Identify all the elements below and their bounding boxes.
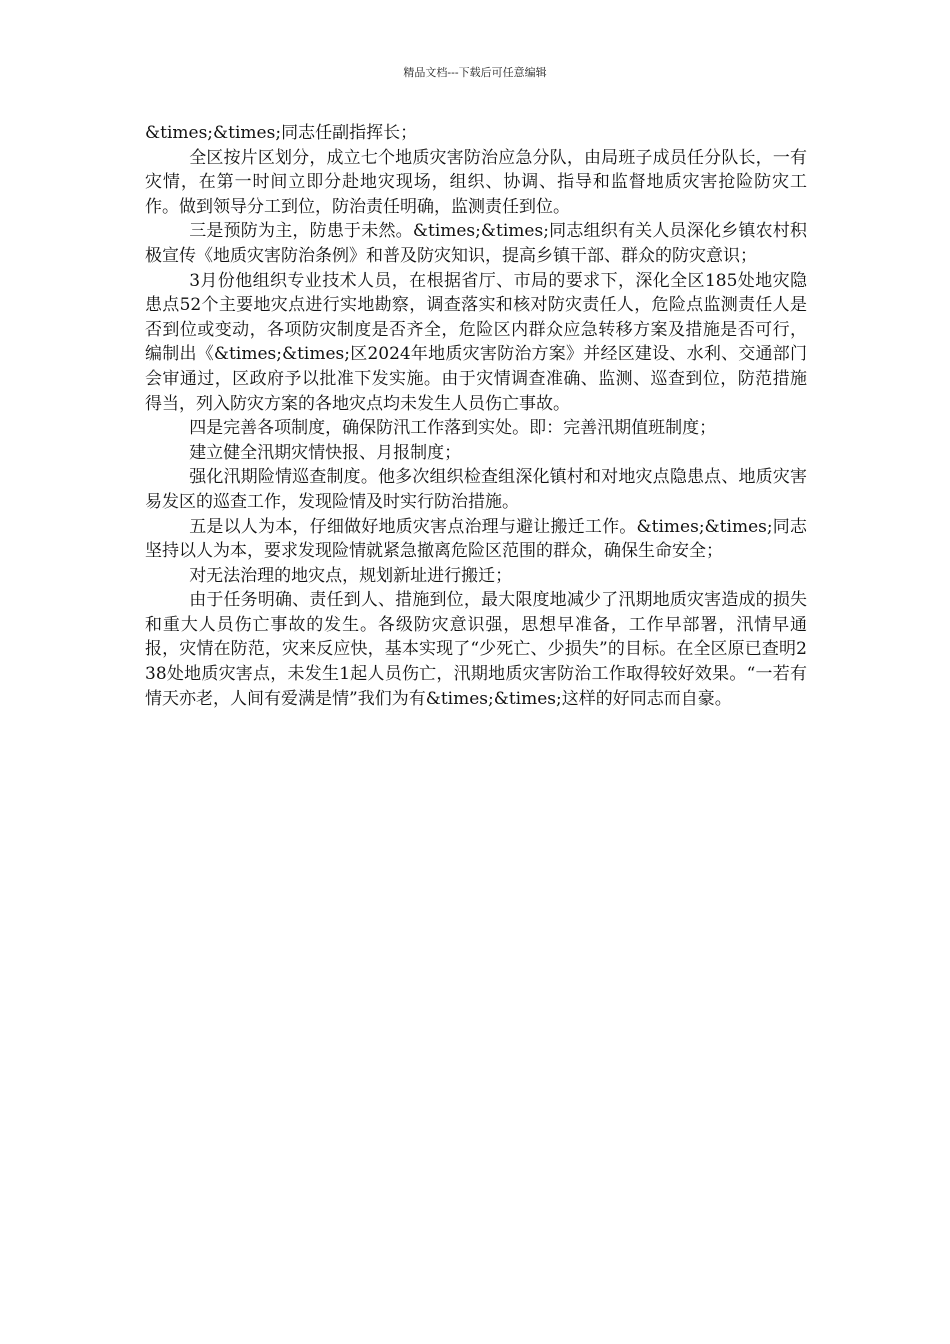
paragraph-3: 三是预防为主，防患于未然。&times;&times;同志组织有关人员深化乡镇农村积极宣传《地质灾害防治条例》和普及防灾知识，提高乡镇干部、群众的防灾意识； xyxy=(145,221,807,266)
paragraph-4: 3月份他组织专业技术人员，在根据省厅、市局的要求下，深化全区185处地灾隐患点52个主要地灾点进行实地勘察，调查落实和核对防灾责任人，危险点监测责任人是否到位或变动，各项防灾制度是否齐全，危险区内群众应急转移方案及措施是否可行，编制出《&times;&times;区2024年地质灾害防治方案》并经区建设、水利、交通部门会审通过，区政府予以批准下发实施。由于灾情调查准确、监测、巡查到位，防范措施得当，列入防灾方案的各地灾点均未发生人员伤亡事故。 xyxy=(145,270,807,414)
paragraph-2: 全区按片区划分，成立七个地质灾害防治应急分队，由局班子成员任分队长，一有灾情，在第一时间立即分赴地灾现场，组织、协调、指导和监督地质灾害抢险防灾工作。做到领导分工到位，防治责任明确，监测责任到位。 xyxy=(145,147,807,217)
paragraph-5: 四是完善各项制度，确保防汛工作落到实处。即：完善汛期值班制度； xyxy=(189,418,717,439)
document-body xyxy=(145,121,807,711)
paragraph-6: 建立健全汛期灾情快报、月报制度； xyxy=(189,442,462,463)
paragraph-10: 由于任务明确、责任到人、措施到位，最大限度地减少了汛期地质灾害造成的损失和重大人员伤亡事故的发生。各级防灾意识强，思想早准备，工作早部署，汛情早通报，灾情在防范，灾来反应快，基本实现了“少死亡、少损失”的目标。在全区原已查明238处地质灾害点，未发生1起人员伤亡，汛期地质灾害防治工作取得较好效果。“一若有情天亦老，人间有爱满是情”我们为有&times;&times;这样的好同志而自豪。 xyxy=(145,590,807,709)
page-header: 精品文档---下载后可任意编辑 xyxy=(403,66,547,79)
paragraph-7: 强化汛期险情巡查制度。他多次组织检查组深化镇村和对地灾点隐患点、地质灾害易发区的巡查工作，发现险情及时实行防治措施。 xyxy=(145,467,807,512)
paragraph-9: 对无法治理的地灾点，规划新址进行搬迁； xyxy=(189,565,513,586)
paragraph-8: 五是以人为本，仔细做好地质灾害点治理与避让搬迁工作。&times;&times;同志坚持以人为本，要求发现险情就紧急撤离危险区范围的群众，确保生命安全； xyxy=(145,516,807,562)
paragraph-1: &times;&times;同志任副指挥长； xyxy=(145,123,418,143)
